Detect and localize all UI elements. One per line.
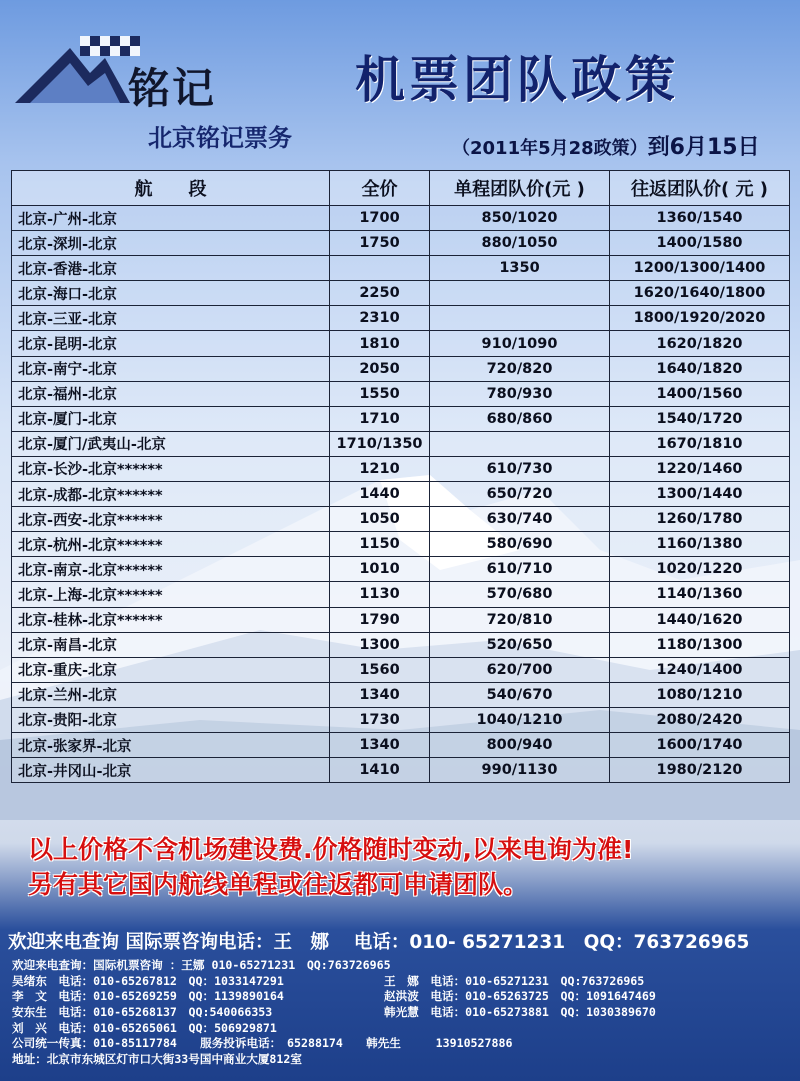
route-cell: 北京-南宁-北京 [12, 356, 330, 381]
oneway-price-cell: 720/820 [430, 356, 610, 381]
validity-suffix: 到6月15日 [647, 135, 760, 160]
contact-entry: 王 娜 电话：010-65271231 QQ:763726965 [384, 973, 645, 988]
notice-line-2: 另有其它国内航线单程或往返都可申请团队。 [28, 870, 529, 899]
table-row [12, 607, 790, 632]
oneway-price-cell: 990/1130 [430, 758, 610, 783]
route-cell: 北京-广州-北京 [12, 206, 330, 231]
oneway-price-cell: 620/700 [430, 657, 610, 682]
round-price-cell: 2080/2420 [610, 707, 790, 732]
round-price-cell: 1620/1640/1800 [610, 281, 790, 306]
oneway-price-cell: 520/650 [430, 632, 610, 657]
round-price-cell: 1080/1210 [610, 682, 790, 707]
round-price-cell: 1220/1460 [610, 456, 790, 481]
route-cell: 北京-深圳-北京 [12, 231, 330, 256]
price-notice [28, 832, 633, 902]
route-cell: 北京-杭州-北京****** [12, 532, 330, 557]
brand-name: 铭记 [128, 64, 217, 113]
table-row [12, 331, 790, 356]
full-price-cell: 1150 [330, 532, 430, 557]
oneway-price-cell: 800/940 [430, 732, 610, 757]
route-cell: 北京-海口-北京 [12, 281, 330, 306]
table-row [12, 456, 790, 481]
header-round-group: 往返团队价( 元 ) [610, 171, 790, 206]
route-cell: 北京-香港-北京 [12, 256, 330, 281]
contact-row [12, 958, 656, 974]
route-cell: 北京-昆明-北京 [12, 331, 330, 356]
full-price-cell: 1130 [330, 582, 430, 607]
oneway-price-cell: 540/670 [430, 682, 610, 707]
route-cell: 北京-南昌-北京 [12, 632, 330, 657]
oneway-price-cell: 720/810 [430, 607, 610, 632]
oneway-price-cell: 1040/1210 [430, 707, 610, 732]
full-price-cell: 2250 [330, 281, 430, 306]
table-row [12, 657, 790, 682]
oneway-price-cell: 650/720 [430, 482, 610, 507]
round-price-cell: 1400/1560 [610, 381, 790, 406]
full-price-cell: 1340 [330, 732, 430, 757]
oneway-price-cell: 680/860 [430, 406, 610, 431]
oneway-price-cell: 780/930 [430, 381, 610, 406]
table-row [12, 281, 790, 306]
round-price-cell: 1620/1820 [610, 331, 790, 356]
fare-table-header [12, 171, 790, 206]
round-price-cell: 1640/1820 [610, 356, 790, 381]
oneway-price-cell [430, 306, 610, 331]
full-price-cell: 1010 [330, 557, 430, 582]
notice-line-1: 以上价格不含机场建设费.价格随时变动,以来电询为准! [28, 835, 634, 864]
table-row [12, 632, 790, 657]
round-price-cell: 1180/1300 [610, 632, 790, 657]
route-cell: 北京-厦门/武夷山-北京 [12, 431, 330, 456]
round-price-cell: 1140/1360 [610, 582, 790, 607]
round-price-cell: 1260/1780 [610, 507, 790, 532]
full-price-cell: 1410 [330, 758, 430, 783]
main-contact: 欢迎来电查询 国际票咨询电话：王 娜 电话：010- 65271231 QQ：763726965 [8, 932, 750, 953]
route-cell: 北京-张家界-北京 [12, 732, 330, 757]
table-row [12, 381, 790, 406]
oneway-price-cell: 610/730 [430, 456, 610, 481]
company-name: 北京铭记票务 [148, 124, 292, 152]
round-price-cell: 1540/1720 [610, 406, 790, 431]
table-row [12, 557, 790, 582]
full-price-cell: 1340 [330, 682, 430, 707]
oneway-price-cell: 850/1020 [430, 206, 610, 231]
table-row [12, 707, 790, 732]
oneway-price-cell: 570/680 [430, 582, 610, 607]
oneway-price-cell [430, 281, 610, 306]
fare-table [11, 170, 790, 783]
table-row [12, 356, 790, 381]
table-row [12, 206, 790, 231]
full-price-cell: 1710/1350 [330, 431, 430, 456]
oneway-price-cell: 580/690 [430, 532, 610, 557]
table-row [12, 256, 790, 281]
route-cell: 北京-贵阳-北京 [12, 707, 330, 732]
round-price-cell: 1360/1540 [610, 206, 790, 231]
contact-entry: 李 文 电话：010-65269259 QQ：1139890164 [12, 989, 284, 1004]
table-row [12, 682, 790, 707]
round-price-cell: 1400/1580 [610, 231, 790, 256]
full-price-cell: 1790 [330, 607, 430, 632]
full-price-cell: 1300 [330, 632, 430, 657]
table-row [12, 732, 790, 757]
table-row [12, 532, 790, 557]
round-price-cell: 1980/2120 [610, 758, 790, 783]
route-cell: 北京-南京-北京****** [12, 557, 330, 582]
table-row [12, 482, 790, 507]
contact-entry: 韩光慧 电话：010-65273881 QQ：1030389670 [384, 1005, 656, 1020]
oneway-price-cell: 880/1050 [430, 231, 610, 256]
route-cell: 北京-井冈山-北京 [12, 758, 330, 783]
full-price-cell: 1710 [330, 406, 430, 431]
table-row [12, 507, 790, 532]
full-price-cell: 2050 [330, 356, 430, 381]
oneway-price-cell [430, 431, 610, 456]
full-price-cell: 1730 [330, 707, 430, 732]
round-price-cell: 1800/1920/2020 [610, 306, 790, 331]
header-oneway-group: 单程团队价(元 ) [430, 171, 610, 206]
full-price-cell [330, 256, 430, 281]
route-cell: 北京-西安-北京****** [12, 507, 330, 532]
table-row [12, 231, 790, 256]
full-price-cell: 1810 [330, 331, 430, 356]
route-cell: 北京-重庆-北京 [12, 657, 330, 682]
full-price-cell: 1440 [330, 482, 430, 507]
full-price-cell: 1750 [330, 231, 430, 256]
page-title: 机票团队政策 [355, 51, 679, 109]
oneway-price-cell: 910/1090 [430, 331, 610, 356]
round-price-cell: 1160/1380 [610, 532, 790, 557]
contact-row [12, 1036, 656, 1052]
contact-row [12, 974, 656, 990]
contact-entry: 地址：北京市东城区灯市口大街33号国中商业大厦812室 [12, 1052, 302, 1067]
validity-prefix: （2011年5月28政策） [452, 138, 648, 159]
oneway-price-cell: 1350 [430, 256, 610, 281]
validity-period [452, 130, 760, 161]
contact-row [12, 1052, 656, 1068]
contact-entry: 安东生 电话：010-65268137 QQ:540066353 [12, 1005, 273, 1020]
round-price-cell: 1600/1740 [610, 732, 790, 757]
header-route: 航 段 [12, 171, 330, 206]
table-row [12, 758, 790, 783]
round-price-cell: 1670/1810 [610, 431, 790, 456]
route-cell: 北京-厦门-北京 [12, 406, 330, 431]
route-cell: 北京-兰州-北京 [12, 682, 330, 707]
route-cell: 北京-桂林-北京****** [12, 607, 330, 632]
contact-row [12, 1021, 656, 1037]
oneway-price-cell: 610/710 [430, 557, 610, 582]
contact-entry: 赵洪波 电话：010-65263725 QQ：1091647469 [384, 989, 656, 1004]
contact-entry: 欢迎来电查询：国际机票咨询 ：王娜 010-65271231 QQ:763726965 [12, 958, 391, 972]
round-price-cell: 1300/1440 [610, 482, 790, 507]
full-price-cell: 1550 [330, 381, 430, 406]
round-price-cell: 1440/1620 [610, 607, 790, 632]
round-price-cell: 1240/1400 [610, 657, 790, 682]
round-price-cell: 1020/1220 [610, 557, 790, 582]
contact-entry: 吴绪东 电话：010-65267812 QQ：1033147291 [12, 973, 284, 988]
oneway-price-cell: 630/740 [430, 507, 610, 532]
route-cell: 北京-三亚-北京 [12, 306, 330, 331]
full-price-cell: 1210 [330, 456, 430, 481]
contact-entry: 刘 兴 电话：010-65265061 QQ：506929871 [12, 1020, 277, 1035]
route-cell: 北京-福州-北京 [12, 381, 330, 406]
full-price-cell: 1050 [330, 507, 430, 532]
round-price-cell: 1200/1300/1400 [610, 256, 790, 281]
route-cell: 北京-成都-北京****** [12, 482, 330, 507]
header-full-price: 全价 [330, 171, 430, 206]
table-row [12, 431, 790, 456]
route-cell: 北京-长沙-北京****** [12, 456, 330, 481]
full-price-cell: 1560 [330, 657, 430, 682]
contact-list [12, 958, 656, 1068]
full-price-cell: 2310 [330, 306, 430, 331]
contact-row [12, 1005, 656, 1021]
table-row [12, 406, 790, 431]
full-price-cell: 1700 [330, 206, 430, 231]
table-row [12, 306, 790, 331]
contact-row [12, 989, 656, 1005]
table-row [12, 582, 790, 607]
route-cell: 北京-上海-北京****** [12, 582, 330, 607]
contact-entry: 公司统一传真：010-85117784 服务投诉电话： 65288174 韩先生 13910527886 [12, 1036, 513, 1051]
